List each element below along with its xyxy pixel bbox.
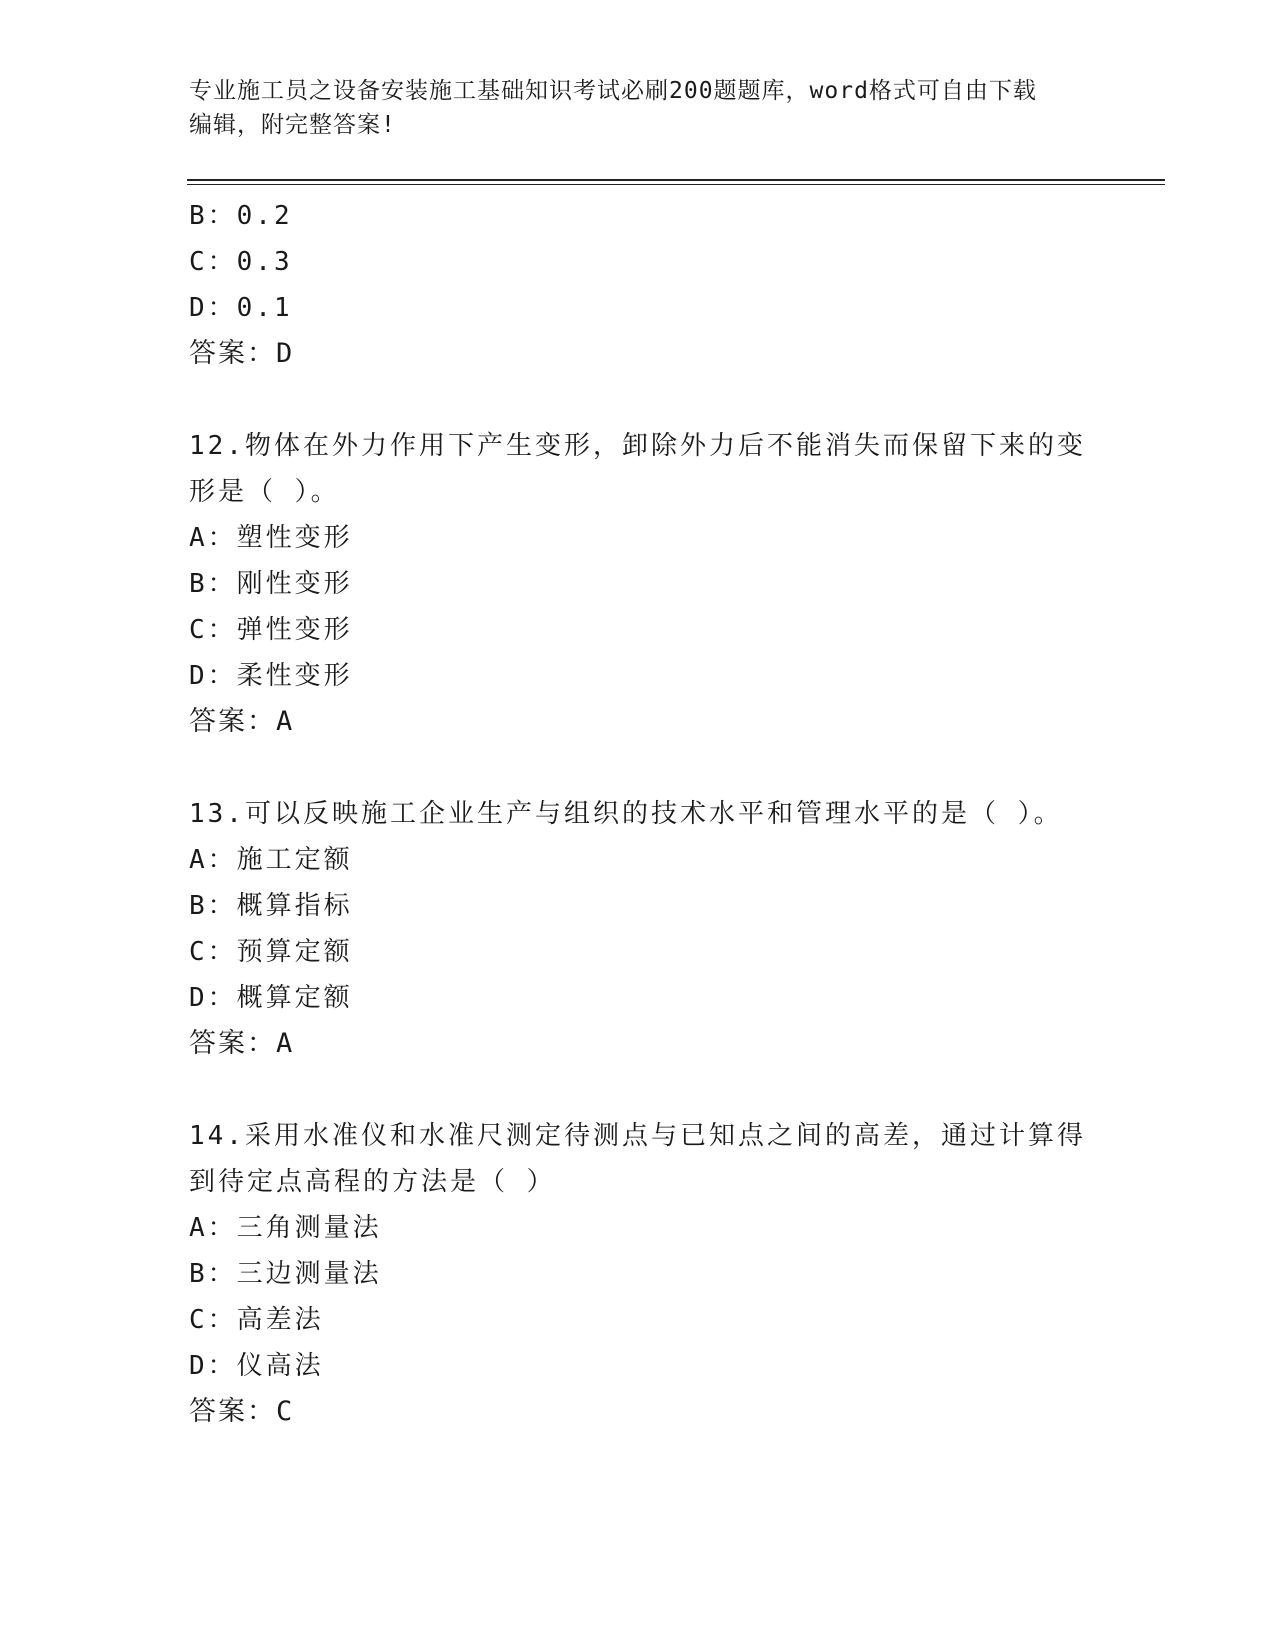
question-stem: 14.采用水准仪和水准尺测定待测点与已知点之间的高差，通过计算得 [189, 1121, 1086, 1151]
answer-line: 答案：A [189, 1028, 295, 1059]
option-b: B：刚性变形 [189, 569, 353, 599]
option-a: A：塑性变形 [189, 523, 353, 553]
option-b: B：概算指标 [189, 891, 353, 921]
answer-line: 答案：A [189, 706, 295, 737]
header-title-line1: 专业施工员之设备安装施工基础知识考试必刷200题题库，word格式可自由下载 [189, 78, 1037, 104]
question-block-12 [189, 423, 1089, 745]
question-block-prev [189, 193, 1089, 377]
answer-line: 答案：D [189, 338, 295, 369]
option-d: D：0.1 [189, 293, 293, 323]
question-stem-continued: 形是（ ）。 [189, 477, 340, 507]
option-a: A：三角测量法 [189, 1213, 382, 1243]
document-header [189, 74, 1089, 142]
option-b: B：0.2 [189, 201, 293, 231]
option-b: B：三边测量法 [189, 1259, 382, 1289]
question-stem: 13.可以反映施工企业生产与组织的技术水平和管理水平的是（ ）。 [189, 799, 1063, 829]
header-divider-thin [187, 184, 1165, 185]
question-block-13 [189, 791, 1089, 1067]
question-stem-continued: 到待定点高程的方法是（ ） [189, 1167, 556, 1197]
question-list [189, 193, 1089, 1435]
answer-line: 答案：C [189, 1396, 295, 1427]
option-c: C：预算定额 [189, 937, 353, 967]
option-a: A：施工定额 [189, 845, 353, 875]
option-d: D：柔性变形 [189, 661, 353, 691]
option-c: C：弹性变形 [189, 615, 353, 645]
header-divider [187, 179, 1165, 181]
question-stem: 12.物体在外力作用下产生变形，卸除外力后不能消失而保留下来的变 [189, 431, 1086, 461]
question-block-14 [189, 1113, 1089, 1435]
option-d: D：概算定额 [189, 983, 353, 1013]
header-title-line2: 编辑，附完整答案! [189, 112, 396, 138]
option-d: D：仪高法 [189, 1351, 324, 1381]
option-c: C：高差法 [189, 1305, 324, 1335]
option-c: C：0.3 [189, 247, 293, 277]
